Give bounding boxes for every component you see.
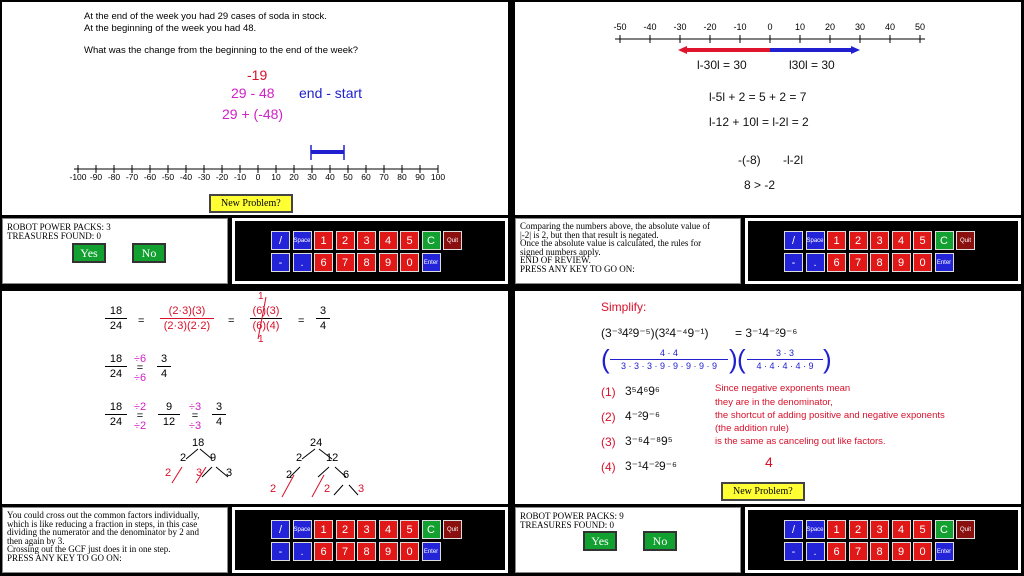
tick-label: 50 xyxy=(343,172,353,182)
no-button[interactable]: No xyxy=(643,531,677,551)
tree-leaf: 2 xyxy=(165,467,172,479)
message-line: dividing the numerator and the denominator by 2 and xyxy=(7,527,199,538)
denominator: 24 xyxy=(109,320,123,332)
key-quit-button[interactable]: Quit xyxy=(443,231,462,250)
problem-line-2: At the beginning of the week you had 48. xyxy=(84,23,257,34)
tree-leaf: 2 xyxy=(324,483,331,495)
compare-left: -(-8) xyxy=(738,153,761,167)
key-minus-button[interactable]: - xyxy=(784,253,803,272)
denominator: 24 xyxy=(109,416,123,428)
key-9-button[interactable]: 9 xyxy=(892,253,911,272)
key-clear-button[interactable]: C xyxy=(935,520,954,539)
key-7-button[interactable]: 7 xyxy=(336,253,355,272)
tick-label: -60 xyxy=(143,172,157,182)
tick-label: -40 xyxy=(179,172,193,182)
key-minus-button[interactable]: - xyxy=(784,542,803,561)
key-quit-button[interactable]: Quit xyxy=(956,520,975,539)
numerator: 3 · 3 xyxy=(775,348,794,358)
problem-line-1: At the end of the week you had 29 cases of soda in stock. xyxy=(84,11,327,22)
tick-label: 70 xyxy=(379,172,389,182)
key-5-button[interactable]: 5 xyxy=(400,520,419,539)
negative-arrowhead xyxy=(678,46,687,54)
key-6-button[interactable]: 6 xyxy=(827,542,846,561)
panel-bottom-left xyxy=(0,289,510,575)
key-6-button[interactable]: 6 xyxy=(827,253,846,272)
tree-18-root: 18 xyxy=(192,437,205,449)
key-1-button[interactable]: 1 xyxy=(314,520,333,539)
denominator: ÷6 xyxy=(133,372,147,384)
work-area xyxy=(515,291,1021,504)
tick-label: -40 xyxy=(643,22,657,32)
key-decimal-button[interactable]: . xyxy=(806,542,825,561)
key-0-button[interactable]: 0 xyxy=(400,542,419,561)
denominator: 4 xyxy=(215,416,223,428)
tree-leaf: 2 xyxy=(270,483,277,495)
numerator: 3 xyxy=(215,401,223,413)
tick-label: 40 xyxy=(884,22,895,32)
key-decimal-button[interactable]: . xyxy=(293,253,312,272)
tree-node: 2 xyxy=(286,469,293,481)
explanation-line: the shortcut of adding positive and negative exponents xyxy=(715,410,945,421)
equals-sign: = xyxy=(138,315,145,327)
panel-top-left xyxy=(0,0,510,286)
key-decimal-button[interactable]: . xyxy=(293,542,312,561)
tree-node: 12 xyxy=(326,452,339,464)
key-1-button[interactable]: 1 xyxy=(827,520,846,539)
numerator: 18 xyxy=(109,305,123,317)
equals-sign: = xyxy=(191,410,199,422)
key-9-button[interactable]: 9 xyxy=(892,542,911,561)
expanded-fraction-2 xyxy=(747,348,823,371)
tick-label: 20 xyxy=(824,22,835,32)
work-area xyxy=(515,2,1021,215)
key-0-button[interactable]: 0 xyxy=(913,542,932,561)
message-line: Comparing the numbers above, the absolute value of xyxy=(520,221,710,231)
abs-neg-30: l-30l = 30 xyxy=(697,58,747,72)
tick-label: -70 xyxy=(125,172,139,182)
keypad-panel xyxy=(745,218,1021,284)
key-space-button[interactable]: Space xyxy=(806,520,825,539)
cancel-one-bottom: 1 xyxy=(258,334,264,345)
key-9-button[interactable]: 9 xyxy=(379,542,398,561)
key-clear-button[interactable]: C xyxy=(422,231,441,250)
answer-text: 4 xyxy=(765,454,773,470)
denominator: 3 · 3 · 3 · 9 · 9 · 9 · 9 · 9 xyxy=(620,361,718,371)
key-slash-button[interactable]: / xyxy=(271,231,290,250)
key-enter-button[interactable]: Enter xyxy=(422,253,441,272)
tree-24-root: 24 xyxy=(310,437,323,449)
tick-label: -30 xyxy=(673,22,687,32)
status-box xyxy=(2,218,228,284)
explanation-line: (the addition rule) xyxy=(715,423,789,434)
abs-30: l30l = 30 xyxy=(789,58,835,72)
explanation-line: Since negative exponents mean xyxy=(715,383,851,394)
message-box xyxy=(515,218,741,284)
numerator: 18 xyxy=(109,353,123,365)
treasures-text: TREASURES FOUND: 0 xyxy=(7,230,102,241)
tick-label: 100 xyxy=(430,172,446,182)
equals-sign: = xyxy=(298,315,305,327)
message-line: PRESS ANY KEY TO GO ON: xyxy=(520,263,635,274)
message-line: END OF REVIEW. xyxy=(520,255,591,266)
problem-line-3: What was the change from the beginning to the end of the week? xyxy=(84,45,359,56)
denominator: 4 xyxy=(319,320,327,332)
keypad xyxy=(748,221,1018,281)
tick-label: -100 xyxy=(69,172,87,182)
equals-sign: = xyxy=(136,410,144,422)
choice-label[interactable]: (3) xyxy=(601,435,616,449)
key-8-button[interactable]: 8 xyxy=(357,253,376,272)
numerator: (6)(3) xyxy=(252,305,280,317)
keypad-panel xyxy=(232,218,508,284)
key-quit-button[interactable]: Quit xyxy=(956,231,975,250)
paren-close: ) xyxy=(823,344,832,374)
key-6-button[interactable]: 6 xyxy=(314,542,333,561)
key-1-button[interactable]: 1 xyxy=(827,231,846,250)
key-7-button[interactable]: 7 xyxy=(849,253,868,272)
key-8-button[interactable]: 8 xyxy=(870,253,889,272)
tick-label: 10 xyxy=(271,172,281,182)
message-line: |-2| is 2, but then that result is negated. xyxy=(520,229,659,240)
denominator: ÷3 xyxy=(188,420,202,432)
cancel-one-top: 1 xyxy=(258,291,264,302)
message-box xyxy=(2,507,228,573)
tick-label: 30 xyxy=(307,172,317,182)
expression-2: 29 + (-48) xyxy=(222,106,284,122)
paren-close: ) xyxy=(729,344,738,374)
key-5-button[interactable]: 5 xyxy=(913,231,932,250)
denominator: 24 xyxy=(109,368,123,380)
choice-value: 3⁻⁶4⁻⁸9⁵ xyxy=(625,434,673,448)
tick-label: 30 xyxy=(854,22,865,32)
keypad-panel xyxy=(745,507,1021,573)
yes-button[interactable]: Yes xyxy=(72,243,106,263)
message-line: which is like reducing a fraction in steps, in this case xyxy=(7,518,198,529)
choice-label[interactable]: (1) xyxy=(601,385,616,399)
explanation-line: is the same as canceling out like factors. xyxy=(715,436,886,447)
denominator: 12 xyxy=(162,416,176,428)
choice-label[interactable]: (4) xyxy=(601,460,616,474)
choice-label[interactable]: (2) xyxy=(601,410,616,424)
tick-label: 90 xyxy=(415,172,425,182)
key-enter-button[interactable]: Enter xyxy=(935,542,954,561)
key-1-button[interactable]: 1 xyxy=(314,231,333,250)
tree-leaf: 3 xyxy=(226,467,233,479)
work-area xyxy=(2,291,508,504)
paren-open: ( xyxy=(601,344,610,374)
tick-label: -90 xyxy=(89,172,103,182)
key-space-button[interactable]: Space xyxy=(293,520,312,539)
compare-right: -l-2l xyxy=(783,153,803,167)
key-slash-button[interactable]: / xyxy=(784,520,803,539)
panel-bottom-right xyxy=(513,289,1023,575)
expression-1: 29 - 48 xyxy=(231,85,275,101)
no-button[interactable]: No xyxy=(132,243,166,263)
key-clear-button[interactable]: C xyxy=(422,520,441,539)
tick-label: 20 xyxy=(289,172,299,182)
tick-label: 60 xyxy=(361,172,371,182)
paren-open: ( xyxy=(737,344,746,374)
denominator: 4 xyxy=(160,368,168,380)
tree-leaf: 3 xyxy=(196,467,203,479)
denominator: 4 · 4 · 4 · 4 · 9 xyxy=(756,361,814,371)
key-quit-button[interactable]: Quit xyxy=(443,520,462,539)
message-line: You could cross out the common factors individually, xyxy=(7,510,200,520)
simplify-label: Simplify: xyxy=(601,300,647,314)
tree-leaf: 3 xyxy=(358,483,365,495)
key-9-button[interactable]: 9 xyxy=(379,253,398,272)
key-5-button[interactable]: 5 xyxy=(400,231,419,250)
equation-1: l-5l + 2 = 5 + 2 = 7 xyxy=(709,90,807,104)
choice-value: 3⁻¹4⁻²9⁻⁶ xyxy=(625,459,677,473)
denominator: (2·3)(2·2) xyxy=(163,320,211,332)
key-7-button[interactable]: 7 xyxy=(849,542,868,561)
key-3-button[interactable]: 3 xyxy=(870,520,889,539)
tick-label: -80 xyxy=(107,172,121,182)
tick-label: 50 xyxy=(914,22,925,32)
key-space-button[interactable]: Space xyxy=(293,231,312,250)
numerator: (2·3)(3) xyxy=(168,305,206,317)
key-3-button[interactable]: 3 xyxy=(357,231,376,250)
key-0-button[interactable]: 0 xyxy=(913,253,932,272)
key-enter-button[interactable]: Enter xyxy=(422,542,441,561)
tree-node: 2 xyxy=(296,452,303,464)
tick-label: -20 xyxy=(215,172,229,182)
explanation-line: they are in the denominator, xyxy=(715,397,833,408)
key-2-button[interactable]: 2 xyxy=(849,520,868,539)
key-2-button[interactable]: 2 xyxy=(336,520,355,539)
yes-button[interactable]: Yes xyxy=(583,531,617,551)
expression-note: end - start xyxy=(299,85,363,101)
keypad-panel xyxy=(232,507,508,573)
key-3-button[interactable]: 3 xyxy=(357,520,376,539)
tick-label: 40 xyxy=(325,172,335,182)
equation-2: l-12 + 10l = l-2l = 2 xyxy=(709,115,809,129)
expanded-fraction-1 xyxy=(610,348,728,371)
numerator: ÷6 xyxy=(133,353,147,365)
numerator: ÷3 xyxy=(188,401,202,413)
key-enter-button[interactable]: Enter xyxy=(935,253,954,272)
numerator: 3 xyxy=(160,353,168,365)
message-line: then again by 3. xyxy=(7,535,65,546)
power-packs-text: ROBOT POWER PACKS: 9 xyxy=(520,511,624,521)
keypad xyxy=(235,510,505,570)
key-2-button[interactable]: 2 xyxy=(849,231,868,250)
message-line: signed numbers apply. xyxy=(520,246,601,257)
denominator: ÷2 xyxy=(133,420,147,432)
tick-label: 0 xyxy=(767,22,773,32)
key-4-button[interactable]: 4 xyxy=(892,231,911,250)
positive-arrowhead xyxy=(851,46,860,54)
factor-trees xyxy=(2,291,508,504)
tree-node: 9 xyxy=(210,452,217,464)
numerator: 18 xyxy=(109,401,123,413)
message-line: PRESS ANY KEY TO GO ON: xyxy=(7,552,122,563)
numerator: 9 xyxy=(165,401,173,413)
key-slash-button[interactable]: / xyxy=(784,231,803,250)
panel-top-right xyxy=(513,0,1023,286)
keypad xyxy=(748,510,1018,570)
tick-label: 10 xyxy=(794,22,805,32)
expression: (3⁻³4²9⁻⁵)(3²4⁻⁴9⁻¹) xyxy=(601,326,709,340)
tick-label: -30 xyxy=(197,172,211,182)
key-space-button[interactable]: Space xyxy=(806,231,825,250)
keypad xyxy=(235,221,505,281)
key-8-button[interactable]: 8 xyxy=(870,542,889,561)
numerator: 3 xyxy=(319,305,327,317)
tick-label: -10 xyxy=(233,172,247,182)
key-minus-button[interactable]: - xyxy=(271,542,290,561)
message-line: Crossing out the GCF just does it in one step. xyxy=(7,544,171,555)
key-clear-button[interactable]: C xyxy=(935,231,954,250)
key-slash-button[interactable]: / xyxy=(271,520,290,539)
key-2-button[interactable]: 2 xyxy=(336,231,355,250)
key-7-button[interactable]: 7 xyxy=(336,542,355,561)
key-minus-button[interactable]: - xyxy=(271,253,290,272)
number-line xyxy=(2,2,508,215)
key-4-button[interactable]: 4 xyxy=(379,520,398,539)
answer-text: -19 xyxy=(247,67,268,83)
tree-node: 2 xyxy=(180,452,187,464)
equals-sign: = xyxy=(136,362,144,374)
compare-result: 8 > -2 xyxy=(744,178,776,192)
key-decimal-button[interactable]: . xyxy=(806,253,825,272)
work-area xyxy=(2,2,508,215)
key-5-button[interactable]: 5 xyxy=(913,520,932,539)
numerator: 4 · 4 xyxy=(659,348,678,358)
tick-label: -50 xyxy=(613,22,627,32)
tick-label: -50 xyxy=(161,172,175,182)
choice-value: 4⁻²9⁻⁶ xyxy=(625,409,660,423)
key-4-button[interactable]: 4 xyxy=(892,520,911,539)
key-0-button[interactable]: 0 xyxy=(400,253,419,272)
tick-label: 0 xyxy=(255,172,261,182)
tick-label: -20 xyxy=(703,22,717,32)
tick-label: 80 xyxy=(397,172,407,182)
tick-label: -10 xyxy=(733,22,747,32)
message-line: Once the absolute value is calculated, the rules for xyxy=(520,238,702,249)
numerator: ÷2 xyxy=(133,401,147,413)
key-6-button[interactable]: 6 xyxy=(314,253,333,272)
key-4-button[interactable]: 4 xyxy=(379,231,398,250)
key-3-button[interactable]: 3 xyxy=(870,231,889,250)
equals-sign: = xyxy=(228,315,235,327)
new-problem-button[interactable]: New Problem? xyxy=(209,194,293,213)
power-packs-text: ROBOT POWER PACKS: 3 xyxy=(7,222,111,232)
choice-value: 3⁵4⁶9⁶ xyxy=(625,384,660,398)
new-problem-button[interactable]: New Problem? xyxy=(721,482,805,501)
denominator: (6)(4) xyxy=(252,320,280,332)
key-8-button[interactable]: 8 xyxy=(357,542,376,561)
treasures-text: TREASURES FOUND: 0 xyxy=(520,519,615,530)
status-box xyxy=(515,507,741,573)
tree-node: 6 xyxy=(343,469,350,481)
expression-result: = 3⁻¹4⁻²9⁻⁶ xyxy=(735,326,798,340)
